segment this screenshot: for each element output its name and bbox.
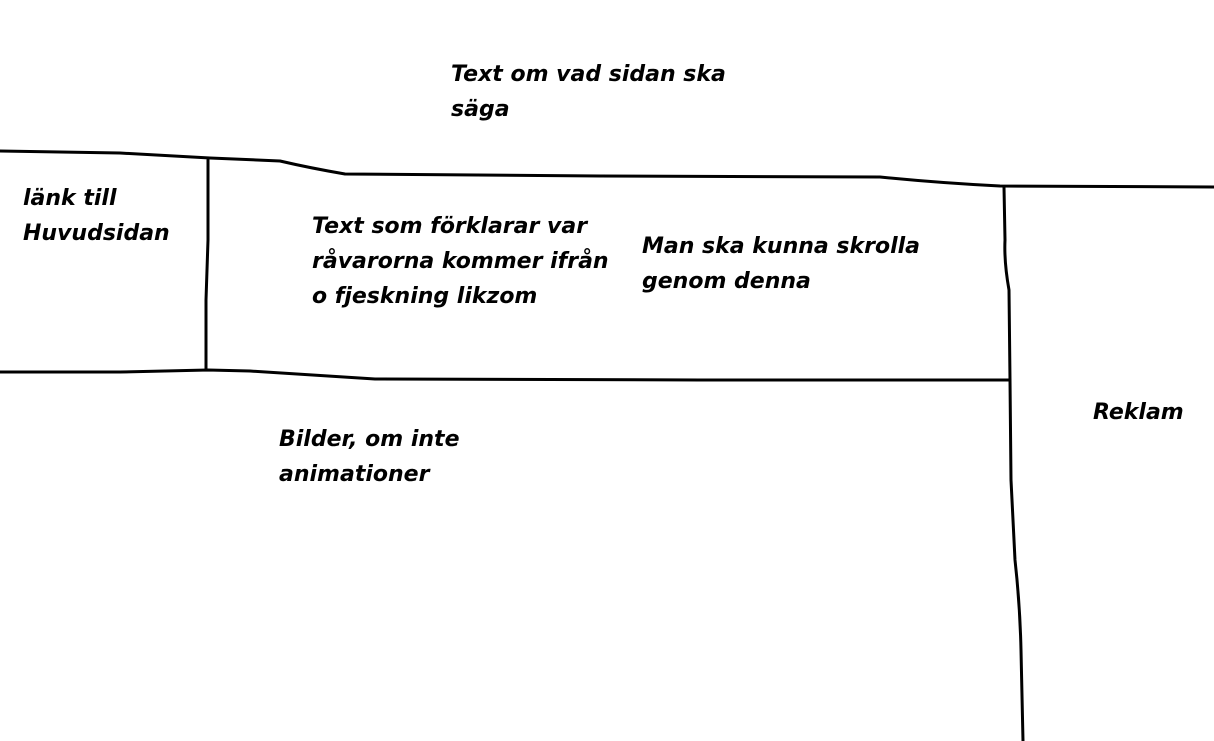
home-link-divider-line	[206, 160, 208, 370]
scroll-note: Man ska kunna skrolla genom denna	[642, 234, 921, 294]
images-area-label: Bilder, om inte animationer	[279, 427, 460, 487]
home-link[interactable]: länk till Huvudsidan	[23, 186, 170, 246]
bottom-divider-line	[0, 370, 1010, 380]
advertisement-label: Reklam	[1093, 400, 1184, 425]
ingredient-origin-text: Text som förklarar var råvarorna kommer ifrån o fjeskning likzom	[312, 214, 609, 309]
ad-column-divider-line	[1004, 187, 1023, 741]
page-intro-text: Text om vad sidan ska säga	[451, 62, 726, 122]
